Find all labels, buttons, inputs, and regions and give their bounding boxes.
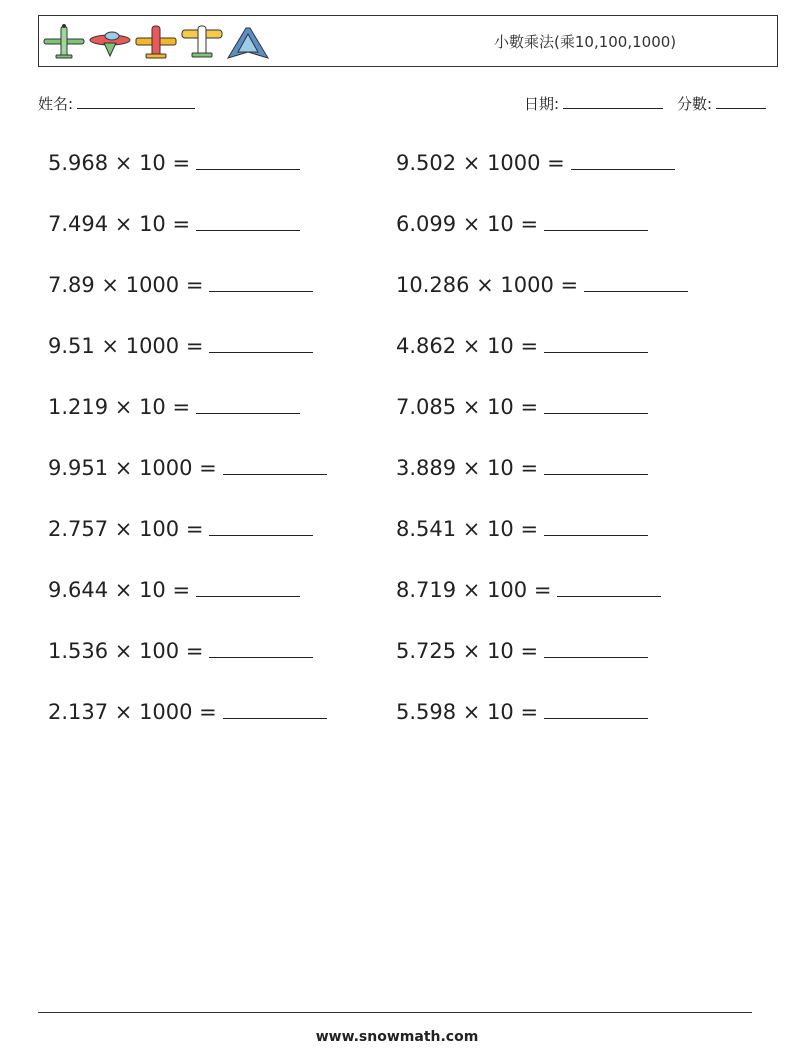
date-blank[interactable] bbox=[563, 94, 663, 109]
footer-divider bbox=[38, 1012, 752, 1013]
answer-blank[interactable] bbox=[196, 578, 300, 597]
answer-blank[interactable] bbox=[209, 639, 313, 658]
answer-blank[interactable] bbox=[544, 212, 648, 231]
problem-item bbox=[396, 699, 648, 725]
answer-blank[interactable] bbox=[196, 395, 300, 414]
problem-item bbox=[48, 394, 300, 420]
problem-text: 2.137 × 1000 = bbox=[48, 700, 217, 724]
problem-item bbox=[48, 150, 300, 176]
problem-item bbox=[396, 577, 661, 603]
problem-text: 7.89 × 1000 = bbox=[48, 273, 204, 297]
problem-item bbox=[48, 272, 313, 298]
problem-text: 9.644 × 10 = bbox=[48, 578, 191, 602]
answer-blank[interactable] bbox=[544, 395, 648, 414]
name-label: 姓名: bbox=[38, 95, 74, 113]
problem-item bbox=[396, 638, 648, 664]
answer-blank[interactable] bbox=[544, 639, 648, 658]
score-blank[interactable] bbox=[716, 94, 766, 109]
score-label: 分數: bbox=[677, 95, 713, 113]
problem-text: 5.968 × 10 = bbox=[48, 151, 191, 175]
answer-blank[interactable] bbox=[196, 212, 300, 231]
name-field bbox=[38, 93, 195, 114]
problem-item bbox=[48, 333, 313, 359]
problem-item bbox=[396, 333, 648, 359]
airplane-icon bbox=[228, 28, 268, 58]
answer-blank[interactable] bbox=[544, 700, 648, 719]
answer-blank[interactable] bbox=[544, 334, 648, 353]
problem-item bbox=[48, 577, 300, 603]
problem-text: 3.889 × 10 = bbox=[396, 456, 539, 480]
problem-text: 9.951 × 1000 = bbox=[48, 456, 217, 480]
problem-text: 6.099 × 10 = bbox=[396, 212, 539, 236]
problem-item bbox=[396, 272, 688, 298]
answer-blank[interactable] bbox=[223, 700, 327, 719]
answer-blank[interactable] bbox=[584, 273, 688, 292]
airplane-icons bbox=[42, 22, 272, 62]
problem-item bbox=[48, 211, 300, 237]
problem-item bbox=[396, 211, 648, 237]
answer-blank[interactable] bbox=[223, 456, 327, 475]
answer-blank[interactable] bbox=[571, 151, 675, 170]
problem-text: 4.862 × 10 = bbox=[396, 334, 539, 358]
footer-site: www.snowmath.com bbox=[315, 1029, 479, 1045]
airplane-icon bbox=[182, 26, 222, 57]
problem-item bbox=[396, 516, 648, 542]
problem-text: 7.085 × 10 = bbox=[396, 395, 539, 419]
score-field bbox=[677, 93, 766, 114]
answer-blank[interactable] bbox=[557, 578, 661, 597]
problem-item bbox=[396, 394, 648, 420]
problem-text: 9.51 × 1000 = bbox=[48, 334, 204, 358]
date-label: 日期: bbox=[524, 95, 560, 113]
problem-text: 10.286 × 1000 = bbox=[396, 273, 579, 297]
airplane-icon bbox=[90, 32, 130, 56]
worksheet-header bbox=[38, 15, 778, 67]
problem-item bbox=[396, 150, 675, 176]
answer-blank[interactable] bbox=[209, 334, 313, 353]
problem-item bbox=[48, 638, 313, 664]
problem-text: 7.494 × 10 = bbox=[48, 212, 191, 236]
airplane-icon bbox=[136, 26, 176, 58]
answer-blank[interactable] bbox=[544, 517, 648, 536]
airplane-icon bbox=[44, 24, 84, 58]
answer-blank[interactable] bbox=[209, 517, 313, 536]
problem-text: 1.536 × 100 = bbox=[48, 639, 204, 663]
date-field bbox=[524, 93, 663, 114]
problem-text: 2.757 × 100 = bbox=[48, 517, 204, 541]
problem-item bbox=[396, 455, 648, 481]
answer-blank[interactable] bbox=[209, 273, 313, 292]
answer-blank[interactable] bbox=[544, 456, 648, 475]
problem-text: 8.541 × 10 = bbox=[396, 517, 539, 541]
answer-blank[interactable] bbox=[196, 151, 300, 170]
name-blank[interactable] bbox=[77, 94, 195, 109]
problem-text: 1.219 × 10 = bbox=[48, 395, 191, 419]
problem-text: 8.719 × 100 = bbox=[396, 578, 552, 602]
problem-text: 5.725 × 10 = bbox=[396, 639, 539, 663]
problem-item bbox=[48, 699, 327, 725]
problem-item bbox=[48, 516, 313, 542]
problem-text: 5.598 × 10 = bbox=[396, 700, 539, 724]
problem-item bbox=[48, 455, 327, 481]
problem-text: 9.502 × 1000 = bbox=[396, 151, 565, 175]
worksheet-title: 小數乘法(乘10,100,1000) bbox=[494, 33, 677, 51]
